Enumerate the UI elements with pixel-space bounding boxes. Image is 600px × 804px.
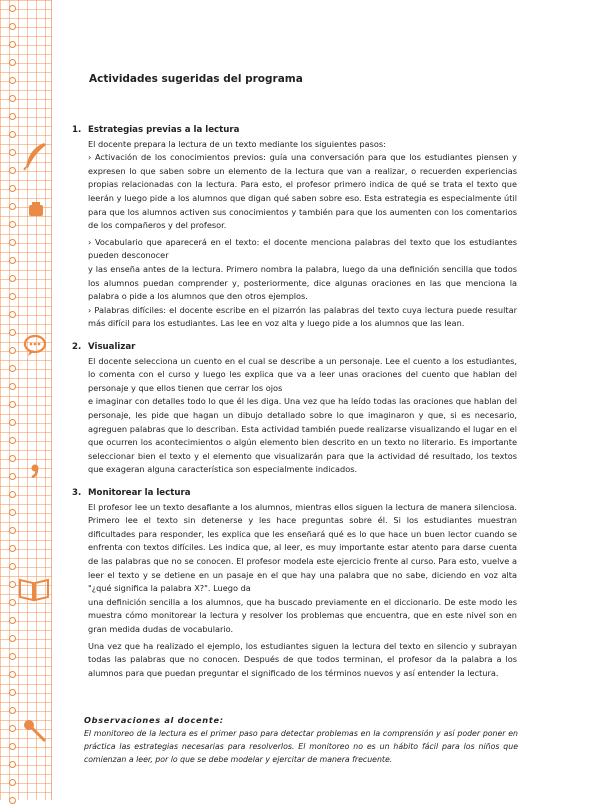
paragraph: Una vez que ha realizado el ejemplo, los estudiantes siguen la lectura del texto en silencio y subrayan todas las palabras que no conocen. Después de que todos terminan, el profesor da la palabra a los alumnos para que puedan preguntar el significado de los términos nuevos y así entender la lectura. bbox=[88, 640, 517, 678]
binder-hole bbox=[9, 383, 16, 390]
section-heading bbox=[72, 341, 517, 355]
paragraph: El profesor lee un texto desafiante a los alumnos, mientras ellos siguen la lectura de manera silenciosa. Primero lee el texto sin detenerse y les hace preguntas sobre él. Si los estudiantes muestran dificultades para responder, les explica que les enseñará qué es lo que hace un buen lector cuando se enfrenta con textos difíciles. Les indica que, al leer, es muy importante estar atento para darse cuenta de las palabras que no se conocen. El profesor modela este ejercicio frente al curso. Para esto, vuelve a leer el texto y se detiene en un pasaje en el que hay una palabra que no sabe, diciendo en voz alta "¿qué significa la palabra X?". Luego da bbox=[88, 501, 517, 594]
section-strategies bbox=[72, 124, 517, 331]
paragraph: › Palabras difíciles: el docente escribe en el pizarrón las palabras del texto cuya lectura puede resultar más difícil para los estudiantes. Las lee en voz alta y luego pide a los alumnos que las lean. bbox=[88, 304, 517, 329]
binder-hole bbox=[9, 77, 16, 84]
binder-hole bbox=[9, 203, 16, 210]
section-title: Monitorear la lectura bbox=[88, 488, 191, 498]
paragraph: › Activación de los conocimientos previos: guía una conversación para que los estudiantes piensen y expresen lo que saben sobre un elemento de la lectura que van a realizar, o recuerden experiencias propias relacionadas con la lectura. Para esto, el profesor primero indica de qué se trata el texto que leerán y luego pide a los alumnos que digan qué saben sobre eso. Esta estrategia es especialmente útil para que los alumnos activen sus conocimientos y también para que los aumenten con los comentarios de los compañeros y del profesor. bbox=[88, 152, 517, 231]
paragraph: e imaginar con detalles todo lo que él les diga. Una vez que ha leído todas las oraciones que hablan del personaje, les pide que hagan un dibujo detallado sobre lo que imaginaron y que, si es necesario, agreguen palabras que lo describan. Esta actividad también puede realizarse visualizando el lugar en el que ocurren los acontecimientos o algún elemento bien descrito en un texto no literario. Es importante seleccionar bien el texto y el elemento que visualizarán para que la actividad dé resultado, los textos que exageran alguna característica son especialmente indicados. bbox=[88, 396, 517, 475]
section-heading bbox=[72, 487, 517, 501]
binder-hole bbox=[9, 725, 16, 732]
binder-hole bbox=[9, 95, 16, 102]
binder-hole bbox=[9, 5, 16, 12]
section-number: 1. bbox=[72, 125, 82, 135]
binder-hole bbox=[9, 185, 16, 192]
binder-hole bbox=[9, 275, 16, 282]
binder-hole bbox=[9, 635, 16, 642]
binder-hole bbox=[9, 617, 16, 624]
section-title: Estrategias previas a la lectura bbox=[88, 125, 240, 135]
microphone-icon bbox=[20, 716, 50, 746]
section-monitor bbox=[72, 487, 517, 680]
binder-hole bbox=[9, 167, 16, 174]
binder-hole bbox=[9, 311, 16, 318]
teacher-observations bbox=[84, 714, 518, 766]
section-number: 2. bbox=[72, 342, 82, 352]
binder-hole bbox=[9, 761, 16, 768]
binder-hole bbox=[9, 239, 16, 246]
binder-hole bbox=[9, 689, 16, 696]
feather-pen-icon bbox=[20, 141, 50, 171]
binder-hole bbox=[9, 437, 16, 444]
binder-holes bbox=[9, 0, 17, 800]
observations-title: Observaciones al docente: bbox=[84, 715, 224, 725]
binder-hole bbox=[9, 23, 16, 30]
binder-hole bbox=[9, 41, 16, 48]
binder-hole bbox=[9, 149, 16, 156]
section-visualize bbox=[72, 341, 517, 477]
binder-hole bbox=[9, 473, 16, 480]
binder-hole bbox=[9, 59, 16, 66]
paragraph: una definición sencilla a los alumnos, que ha buscado previamente en el diccionario. De este modo les muestra cómo monitorear la lectura y resolver los problemas que encuentra, que en este nivel son en gran medida dudas de vocabulario. bbox=[88, 596, 517, 634]
binder-hole bbox=[9, 455, 16, 462]
binder-hole bbox=[9, 257, 16, 264]
section-heading bbox=[72, 124, 517, 138]
section-title: Visualizar bbox=[88, 342, 136, 352]
open-book-icon bbox=[17, 571, 51, 605]
observations-text: El monitoreo de la lectura es el primer paso para detectar problemas en la comprensión y así poder poner en práctica las estrategias necesarias para resolverlos. El monitoreo no es un hábito fácil para los niños que comienzan a leer, por lo que se debe modelar y ejercitar de manera frecuente. bbox=[84, 729, 518, 764]
binder-hole bbox=[9, 221, 16, 228]
paragraph: › Vocabulario que aparecerá en el texto: el docente menciona palabras del texto que los estudiantes pueden desconocer bbox=[88, 236, 517, 261]
binder-hole bbox=[9, 113, 16, 120]
binder-hole bbox=[9, 599, 16, 606]
paragraph: y las enseña antes de la lectura. Primero nombra la palabra, luego da una definición sencilla que todos los alumnos puedan comprender y, posteriormente, dice algunas oraciones en las que menciona la palabra o pide a los alumnos que den otros ejemplos. bbox=[88, 263, 517, 302]
binder-hole bbox=[9, 653, 16, 660]
binder-hole bbox=[9, 365, 16, 372]
speech-bubble-icon bbox=[20, 330, 50, 360]
binder-hole bbox=[9, 797, 16, 804]
section-number: 3. bbox=[72, 488, 82, 498]
binder-hole bbox=[9, 131, 16, 138]
paragraph: El docente prepara la lectura de un texto mediante los siguientes pasos: bbox=[88, 138, 386, 149]
page-title: Actividades sugeridas del programa bbox=[89, 73, 303, 85]
binder-hole bbox=[9, 707, 16, 714]
binder-hole bbox=[9, 293, 16, 300]
binder-hole bbox=[9, 329, 16, 336]
binder-hole bbox=[9, 509, 16, 516]
binder-hole bbox=[9, 563, 16, 570]
binder-hole bbox=[9, 581, 16, 588]
binder-hole bbox=[9, 419, 16, 426]
binder-hole bbox=[9, 527, 16, 534]
binder-hole bbox=[9, 491, 16, 498]
paragraph: El docente selecciona un cuento en el cual se describe a un personaje. Lee el cuento a los estudiantes, lo comenta con el curso y luego les explica que va a leer unas oraciones del cuento que hablan del personaje y que ellos tienen que cerrar los ojos bbox=[88, 355, 517, 393]
grid-margin-strip bbox=[0, 0, 52, 800]
binder-hole bbox=[9, 347, 16, 354]
binder-hole bbox=[9, 401, 16, 408]
binder-hole bbox=[9, 545, 16, 552]
binder-hole bbox=[9, 671, 16, 678]
comma-icon bbox=[20, 455, 50, 485]
binder-hole bbox=[9, 779, 16, 786]
ink-bottle-icon bbox=[20, 196, 50, 226]
binder-hole bbox=[9, 743, 16, 750]
